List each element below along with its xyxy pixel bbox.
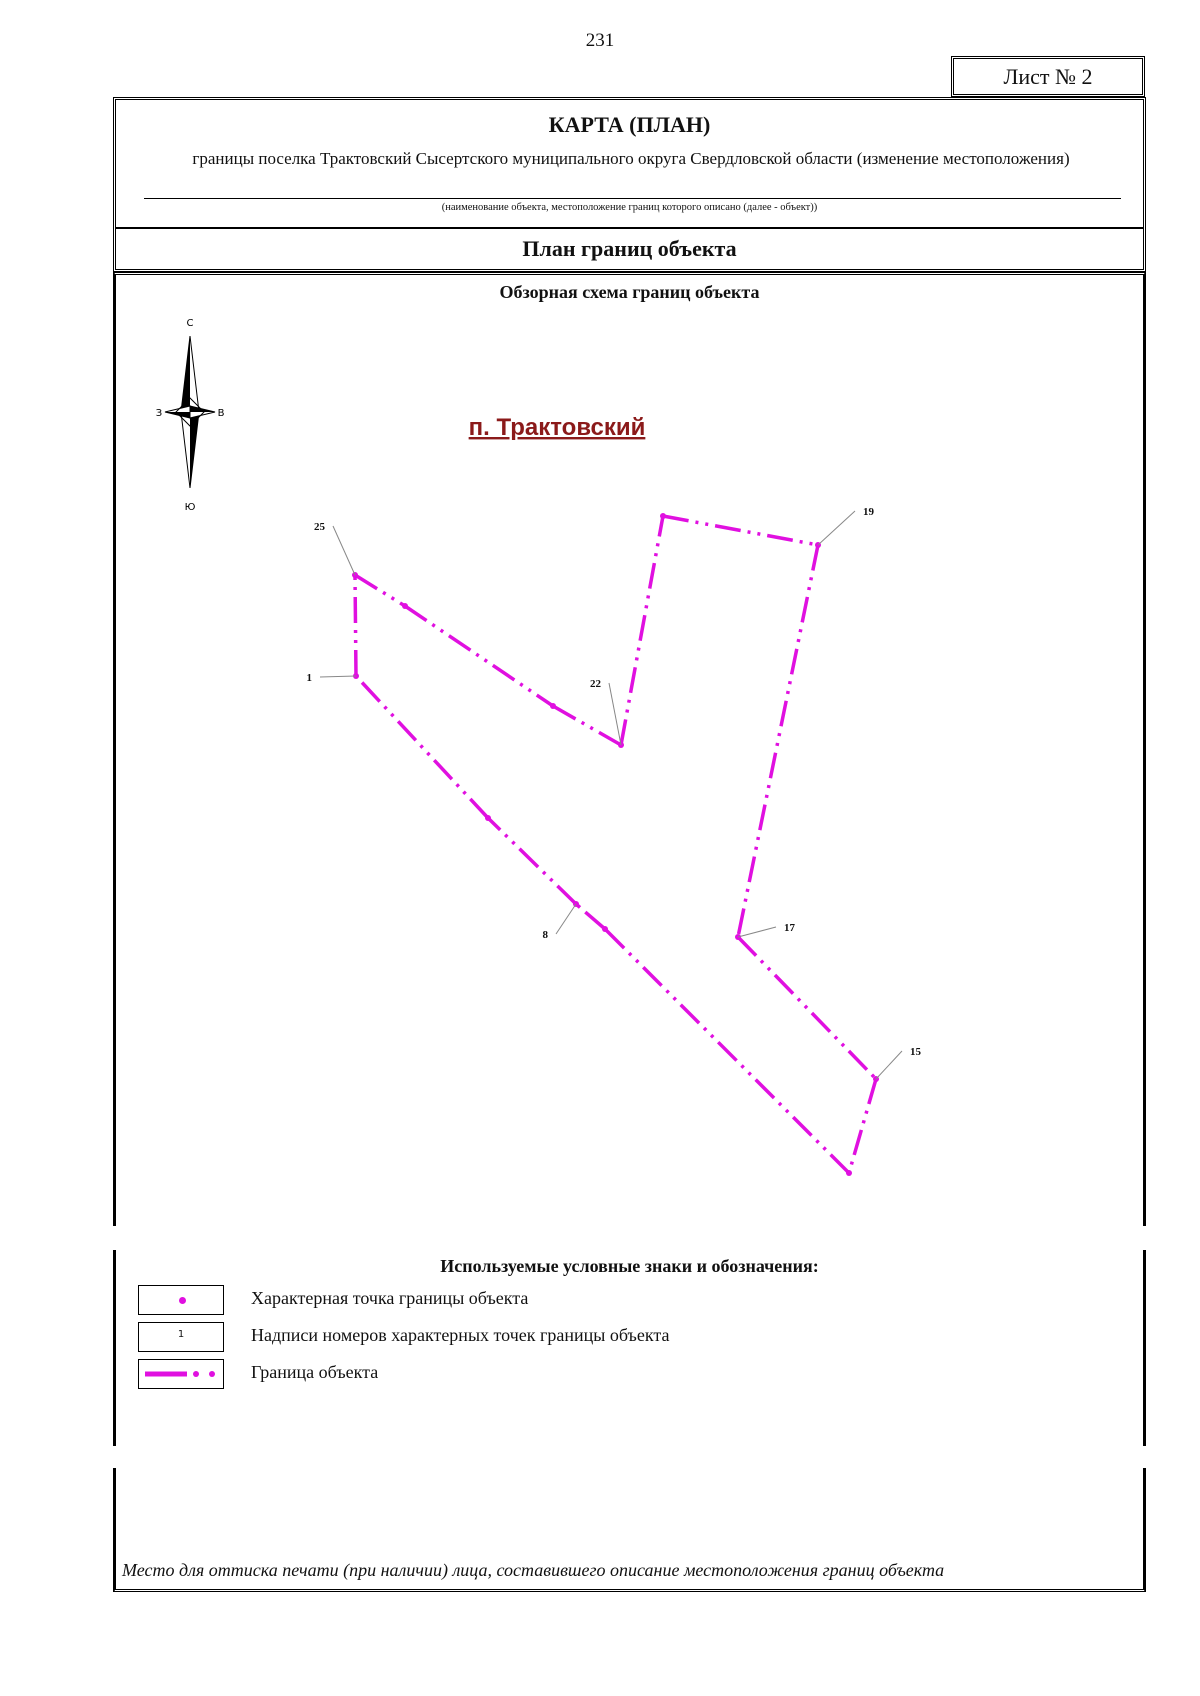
- sheet-number-box: Лист № 2: [951, 56, 1145, 97]
- boundary-segment: [605, 929, 849, 1173]
- page-number: 231: [585, 30, 615, 51]
- point-label-leader: [609, 683, 621, 745]
- legend-title: Используемые условные знаки и обозначения:: [440, 1256, 819, 1276]
- boundary-segment: [621, 516, 663, 745]
- point-label-leader: [333, 526, 355, 575]
- boundary-layer: [307, 506, 922, 1176]
- boundary-segment: [355, 575, 405, 606]
- point-number-label: 25: [314, 521, 325, 533]
- boundary-point: [550, 703, 556, 709]
- legend-point-label: Характерная точка границы объекта: [251, 1288, 529, 1308]
- boundary-point: [660, 513, 666, 519]
- point-number-label: 22: [590, 678, 601, 690]
- point-number-label: 19: [863, 506, 874, 518]
- stamp-area: [113, 1468, 1146, 1592]
- compass-west-label: З: [155, 408, 163, 419]
- boundary-segment: [738, 937, 876, 1079]
- settlement-label: п. Трактовский: [468, 414, 646, 441]
- boundary-segment: [738, 545, 818, 937]
- point-label-leader: [738, 927, 776, 937]
- point-label-leader: [876, 1051, 902, 1079]
- boundary-line-icon: [139, 1360, 223, 1388]
- legend-point-symbol: [138, 1285, 224, 1315]
- boundary-segment: [553, 706, 621, 745]
- boundary-segment: [488, 818, 576, 904]
- boundary-point-icon: [179, 1297, 186, 1304]
- legend-number-label: Надписи номеров характерных точек границы объекта: [251, 1325, 670, 1345]
- point-label-leader: [320, 676, 356, 677]
- point-label-leader: [556, 904, 576, 934]
- legend-boundary-label: Граница объекта: [251, 1362, 379, 1382]
- object-name: границы поселка Трактовский Сысертского муниципального округа Свердловской области (изменение местоположения): [192, 149, 1070, 168]
- object-note: (наименование объекта, местоположение границ которого описано (далее - объект)): [441, 202, 818, 213]
- point-number-label: 15: [910, 1046, 921, 1058]
- point-number-label: 1: [306, 672, 312, 684]
- boundary-segment: [356, 676, 488, 818]
- boundary-point: [846, 1170, 852, 1176]
- boundary-segment: [576, 904, 605, 929]
- stamp-caption: Место для оттиска печати (при наличии) лица, составившего описание местоположения границ объекта: [122, 1560, 945, 1580]
- boundary-segment: [355, 575, 356, 676]
- compass-south-label: Ю: [184, 502, 196, 513]
- point-number-label: 8: [542, 929, 548, 941]
- boundary-segment: [663, 516, 818, 545]
- boundary-segment: [849, 1079, 876, 1173]
- boundary-point: [485, 815, 491, 821]
- compass-north-label: С: [186, 318, 194, 329]
- legend: [113, 1250, 1146, 1446]
- compass-rose-icon: [156, 318, 225, 513]
- legend-number-sample: 1: [177, 1329, 185, 1340]
- compass-east-label: В: [217, 408, 225, 419]
- legend-number-symbol: [138, 1322, 224, 1352]
- boundary-segment: [405, 606, 553, 706]
- point-label-leader: [818, 511, 855, 545]
- boundary-point: [602, 926, 608, 932]
- legend-boundary-symbol: [138, 1359, 224, 1389]
- boundary-point: [402, 603, 408, 609]
- map-subtitle: Обзорная схема границ объекта: [499, 282, 760, 302]
- point-number-label: 17: [784, 922, 795, 934]
- plan-title: План границ объекта: [522, 236, 737, 261]
- map-title: КАРТА (ПЛАН): [548, 112, 711, 137]
